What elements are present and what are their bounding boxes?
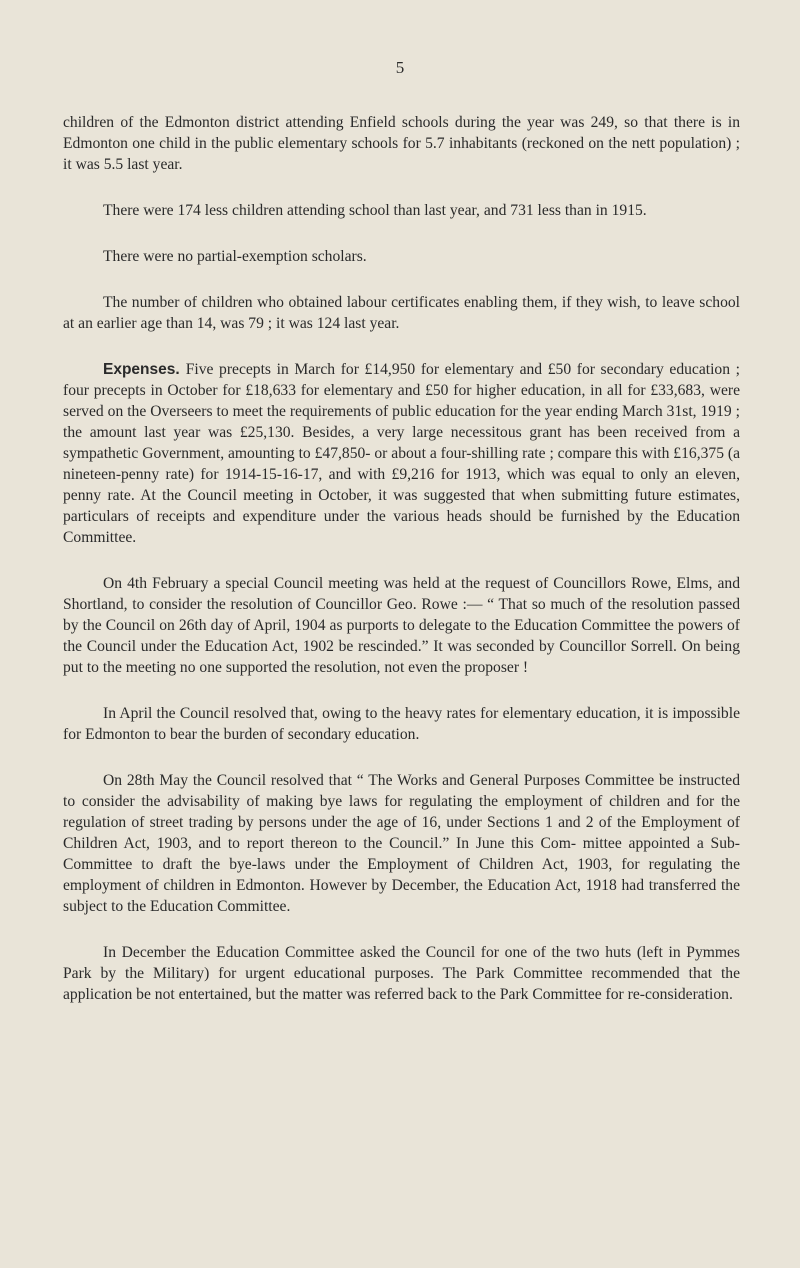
paragraph-text: There were 174 less children attending school than last year, and 731 less than in 1915. (103, 202, 647, 219)
paragraph-text: In December the Education Committee asked the Council for one of the two huts (left in Pymmes Park by the Military) for urgent educational purposes. The Park Committee recommended that the application be not entertained, but the matter was referred back to the Park Committee for re-consideration. (63, 944, 740, 1003)
paragraph-enfield-attendance (63, 112, 740, 175)
paragraph-secondary-education (63, 703, 740, 745)
page-number: 5 (395, 58, 405, 77)
paragraph-text: On 4th February a special Council meeting was held at the request of Councillors Rowe, Elms, and Shortland, to consider the resolution of Councillor Geo. Rowe :— “ That so much of the resolution passed by the Council on 26th day of April, 1904 as purports to delegate to the Education Committee the powers of the Council under the Education Act, 1902 be rescinded.” It was seconded by Councillor Sorrell. On being put to the meeting no one supported the resolution, not even the proposer ! (63, 575, 740, 676)
paragraph-text: children of the Edmonton district attending Enfield schools during the year was 249, so that there is in Edmonton one child in the public elementary schools for 5.7 inhabitants (reckoned on the nett population) ; it was 5.5 last year. (63, 114, 740, 173)
paragraph-pymmes-park-huts (63, 942, 740, 1005)
paragraph-expenses (63, 359, 740, 548)
paragraph-special-council-meeting (63, 573, 740, 678)
paragraph-partial-exemption (63, 246, 740, 267)
paragraph-text: In April the Council resolved that, owing to the heavy rates for elementary education, it is impossible for Edmonton to bear the burden of secondary education. (63, 705, 740, 743)
paragraph-attendance-decrease (63, 200, 740, 221)
paragraph-text: There were no partial-exemption scholars. (103, 248, 367, 265)
section-heading-expenses: Expenses. (103, 361, 180, 378)
paragraph-text: The number of children who obtained labour certificates enabling them, if they wish, to leave school at an earlier age than 14, was 79 ; it was 124 last year. (63, 294, 740, 332)
paragraph-bye-laws (63, 770, 740, 917)
document-body (63, 112, 740, 1030)
paragraph-text: On 28th May the Council resolved that “ The Works and General Purposes Committee be instructed to consider the advisability of making bye laws for regulating the employment of children and for the regulation of street trading by persons under the age of 16, under Sections 1 and 2 of the Employment of Children Act, 1903, and to report thereon to the Council.” In June this Com- mittee appointed a Sub-Committee to draft the bye-laws under the Employment of Children Act, 1903, for regulating the employment of children in Edmonton. However by December, the Education Act, 1918 had transferred the subject to the Education Committee. (63, 772, 740, 915)
paragraph-labour-certificates (63, 292, 740, 334)
paragraph-text: Five precepts in March for £14,950 for elementary and £50 for secondary education ; four precepts in October for £18,633 for elementary and £50 for higher education, in all for £33,683, were served on the Overseers to meet the requirements of public education for the year ending March 31st, 1919 ; the amount last year was £25,130. Besides, a very large necessitous grant has been received from a sympathetic Government, amounting to £47,850- or about a four-shilling rate ; compare this with £16,375 (a nineteen-penny rate) for 1914-15-16-17, and with £9,216 for 1913, which was equal to only an eleven, penny rate. At the Council meeting in October, it was suggested that when submitting future estimates, particulars of receipts and expenditure under the various heads should be furnished by the Education Committee. (63, 361, 741, 546)
